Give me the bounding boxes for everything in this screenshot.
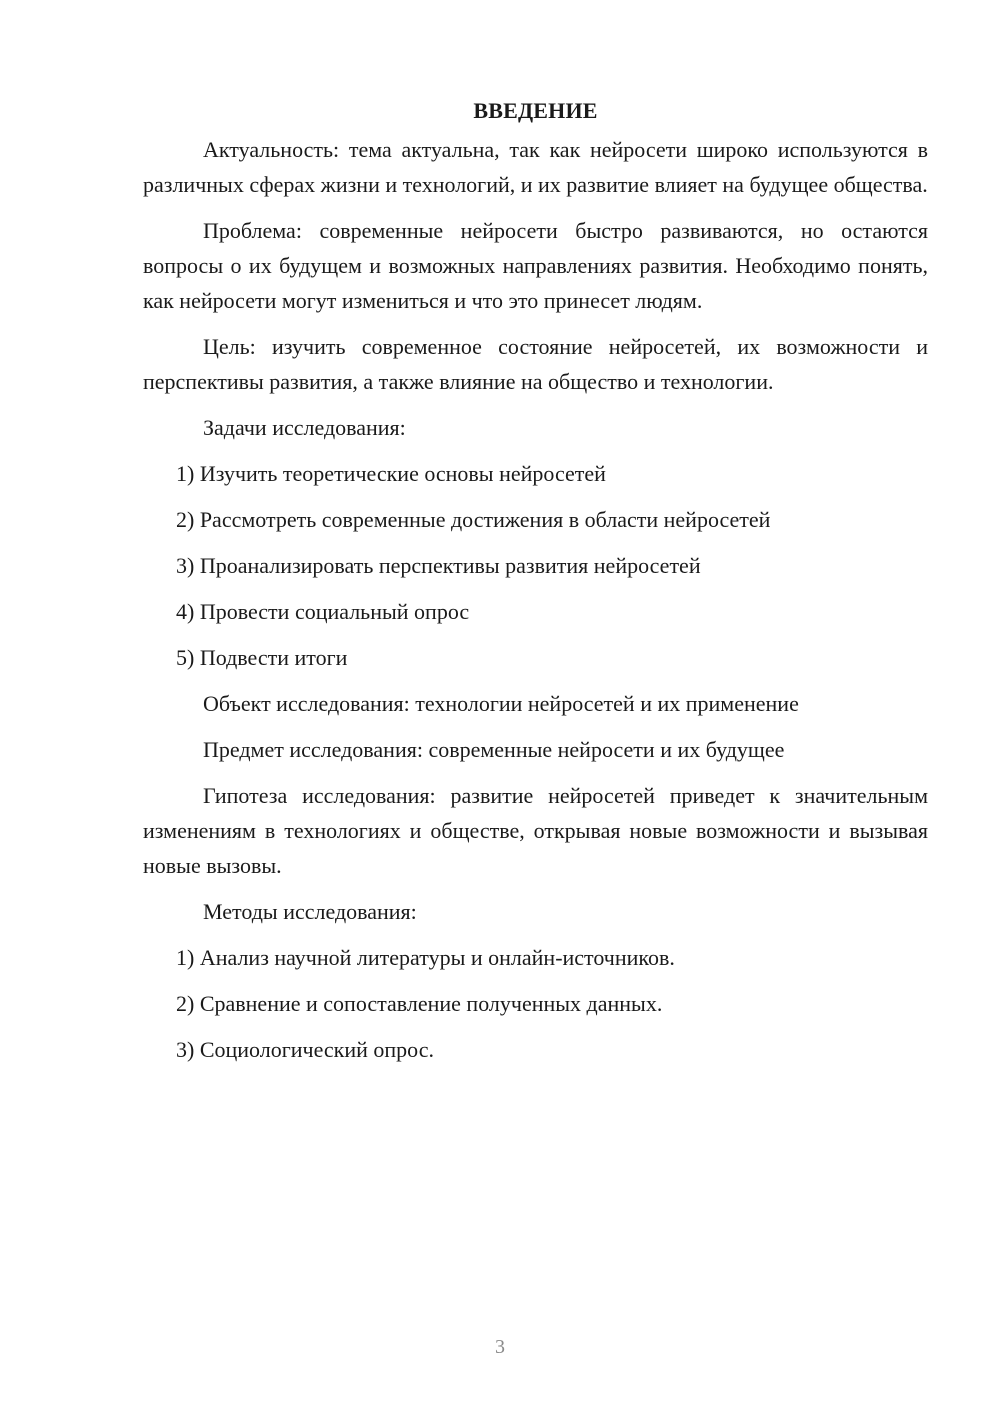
page-number: 3	[495, 1336, 505, 1358]
section-heading: ВВЕДЕНИЕ	[473, 98, 598, 123]
task-item: 1) Изучить теоретические основы нейросетей	[176, 461, 606, 486]
task-item: 5) Подвести итоги	[176, 645, 348, 670]
goal-paragraph: Цель: изучить современное состояние нейросетей, их возможности и перспективы развития, а также влияние на общество и технологии.	[143, 334, 928, 394]
method-item: 1) Анализ научной литературы и онлайн-источников.	[176, 945, 675, 970]
task-item: 3) Проанализировать перспективы развития нейросетей	[176, 553, 701, 578]
task-item: 2) Рассмотреть современные достижения в области нейросетей	[176, 507, 771, 532]
method-item: 2) Сравнение и сопоставление полученных данных.	[176, 991, 663, 1016]
method-item: 3) Социологический опрос.	[176, 1037, 434, 1062]
hypothesis-paragraph: Гипотеза исследования: развитие нейросетей приведет к значительным изменениям в технологиях и обществе, открывая новые возможности и вызывая новые вызовы.	[143, 783, 928, 878]
research-subject: Предмет исследования: современные нейросети и их будущее	[203, 737, 785, 762]
methods-title: Методы исследования:	[203, 899, 417, 924]
tasks-title: Задачи исследования:	[203, 415, 406, 440]
problem-paragraph: Проблема: современные нейросети быстро развиваются, но остаются вопросы о их будущем и возможных направлениях развития. Необходимо понять, как нейросети могут измениться и что это принесет людям.	[143, 218, 928, 313]
page-content	[143, 94, 928, 1078]
research-object: Объект исследования: технологии нейросетей и их применение	[203, 691, 799, 716]
relevance-paragraph: Актуальность: тема актуальна, так как нейросети широко используются в различных сферах жизни и технологий, и их развитие влияет на будущее общества.	[143, 137, 928, 197]
task-item: 4) Провести социальный опрос	[176, 599, 470, 624]
